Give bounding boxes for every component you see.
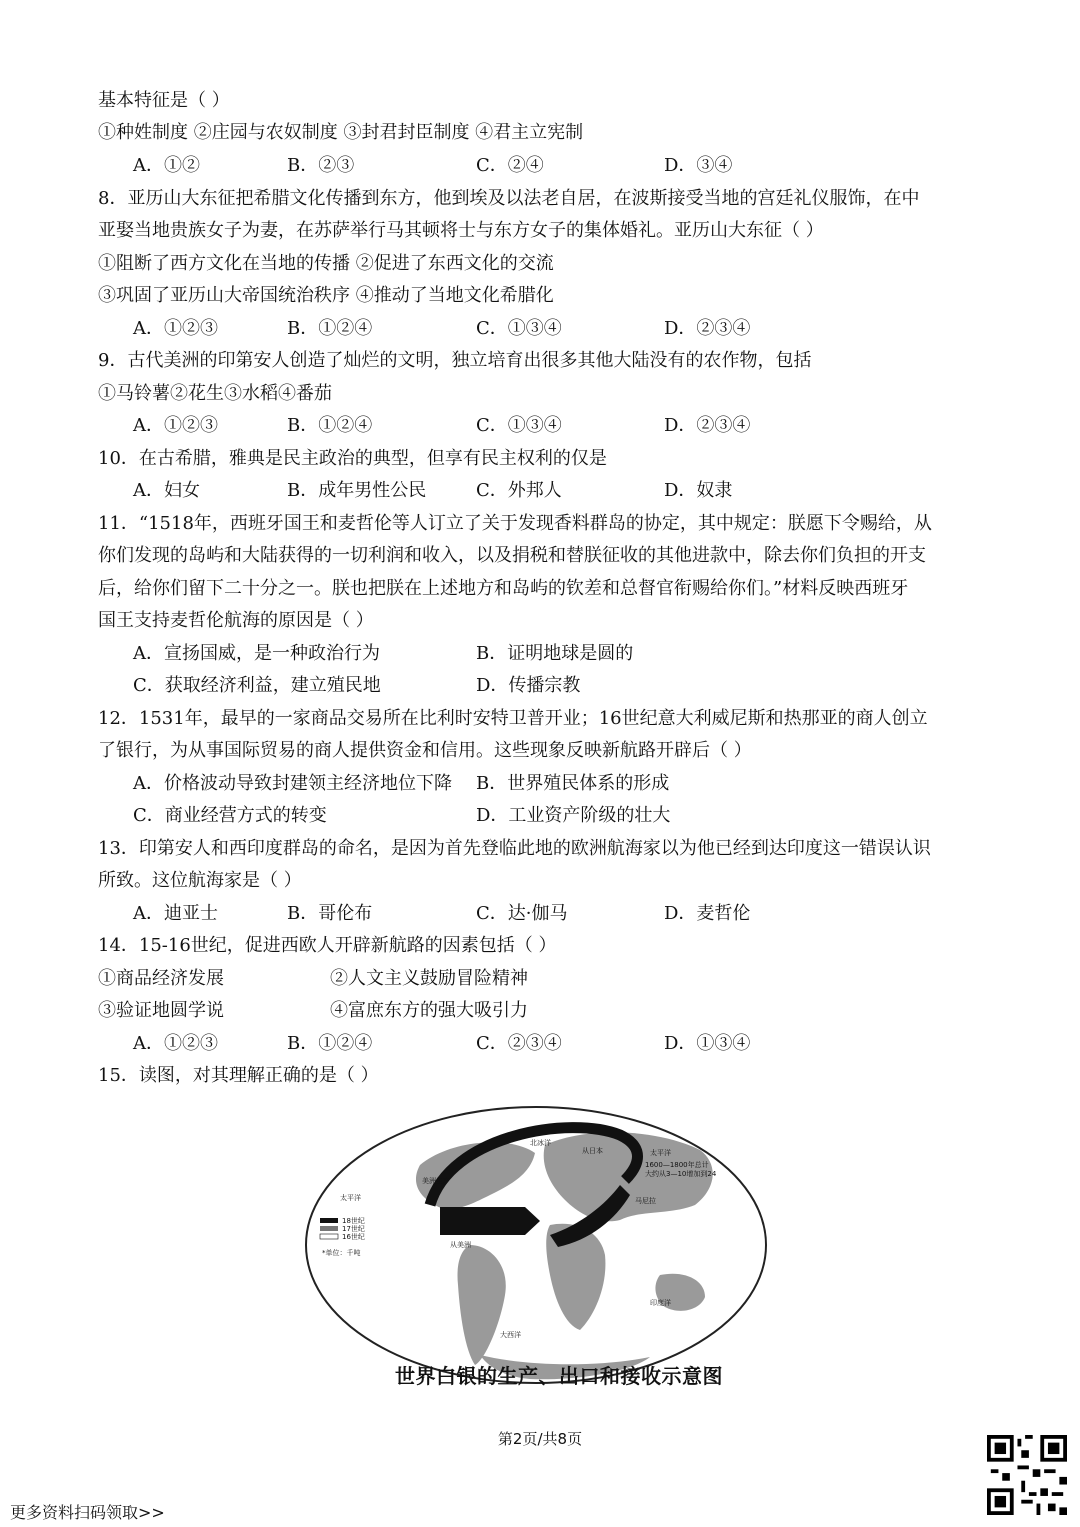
q11-stem-1: 11．“1518年，西班牙国王和麦哲伦等人订立了关于发现香料群岛的协定，其中规定：朕愿下令赐给，从 xyxy=(98,513,932,534)
q9-stem: 9．古代美洲的印第安人创造了灿烂的文明，独立培育出很多其他大陆没有的农作物，包括 xyxy=(98,350,812,371)
map-globe-outline xyxy=(306,1107,766,1383)
q9-option-c[interactable]: C．①③④ xyxy=(476,415,562,436)
q9-option-d[interactable]: D．②③④ xyxy=(664,415,751,436)
q7-option-b[interactable]: B．②③ xyxy=(287,155,355,176)
page-number: 第2页/共8页 xyxy=(497,1430,583,1448)
q13-stem-2: 所致。这位航海家是（ ） xyxy=(98,870,302,891)
q15-stem: 15．读图，对其理解正确的是（ ） xyxy=(98,1065,379,1086)
q14-choice-1: ①商品经济发展 xyxy=(98,968,224,989)
map-caption: 世界白银的生产、出口和接收示意图 xyxy=(395,1364,723,1388)
q8-stem-2: 亚娶当地贵族女子为妻，在苏萨举行马其顿将士与东方女子的集体婚礼。亚历山大东征（ ） xyxy=(98,220,824,241)
q14-option-d[interactable]: D．①③④ xyxy=(664,1033,751,1054)
more-resources-link[interactable]: 更多资料扫码领取>> xyxy=(10,1503,165,1522)
label-pacific-left: 太平洋 xyxy=(340,1194,361,1202)
q8-choices-2: ③巩固了亚历山大帝国统治秩序 ④推动了当地文化希腊化 xyxy=(98,285,554,306)
q10-stem: 10．在古希腊，雅典是民主政治的典型，但享有民主权利的仅是 xyxy=(98,448,607,469)
q11-stem-3: 后，给你们留下二十分之一。朕也把朕在上述地方和岛屿的钦差和总督官衔赐给你们。”材料反映西班牙 xyxy=(98,578,909,599)
q8-option-b[interactable]: B．①②④ xyxy=(287,318,373,339)
q10-option-c[interactable]: C．外邦人 xyxy=(476,480,562,501)
q14-option-c[interactable]: C．②③④ xyxy=(476,1033,562,1054)
q12-stem-1: 12．1531年，最早的一家商品交易所在比利时安特卫普开业；16世纪意大利威尼斯和热那亚的商人创立 xyxy=(98,708,928,729)
q11-option-a[interactable]: A．宣扬国威，是一种政治行为 xyxy=(133,643,380,664)
q12-option-c[interactable]: C．商业经营方式的转变 xyxy=(133,805,327,826)
q11-option-b[interactable]: B．证明地球是圆的 xyxy=(476,643,634,664)
q13-stem-1: 13．印第安人和西印度群岛的命名，是因为首先登临此地的欧洲航海家以为他已经到达印度这一错误认识 xyxy=(98,838,931,859)
label-atlantic: 大西洋 xyxy=(500,1331,521,1339)
legend-17: 17世纪 xyxy=(342,1225,365,1233)
label-note-1600: 1600—1800年总计 xyxy=(645,1161,709,1169)
q7-option-d[interactable]: D．③④ xyxy=(664,155,733,176)
q7-stem-end: 基本特征是（ ） xyxy=(98,90,230,111)
legend-17-swatch xyxy=(320,1226,338,1231)
legend-16-swatch xyxy=(320,1234,338,1239)
q13-option-b[interactable]: B．哥伦布 xyxy=(287,903,373,924)
label-indian: 印度洋 xyxy=(650,1299,671,1307)
q13-option-c[interactable]: C．达·伽马 xyxy=(476,903,568,924)
q12-option-a[interactable]: A．价格波动导致封建领主经济地位下降 xyxy=(133,773,452,794)
q14-choice-4: ④富庶东方的强大吸引力 xyxy=(330,1000,528,1021)
silver-flow-map xyxy=(300,1105,772,1390)
q7-choices: ①种姓制度 ②庄园与农奴制度 ③封君封臣制度 ④君主立宪制 xyxy=(98,122,584,143)
q14-choice-3: ③验证地圆学说 xyxy=(98,1000,224,1021)
q11-option-c[interactable]: C．获取经济利益，建立殖民地 xyxy=(133,675,381,696)
label-manila: 马尼拉 xyxy=(635,1197,656,1205)
q9-choices: ①马铃薯②花生③水稻④番茄 xyxy=(98,383,332,404)
q12-option-d[interactable]: D．工业资产阶级的壮大 xyxy=(476,805,671,826)
label-arctic: 北冰洋 xyxy=(530,1139,551,1147)
label-pacific-right: 太平洋 xyxy=(650,1149,671,1157)
label-note-ratio: 大约从3—10增加到24 xyxy=(645,1170,717,1178)
q13-option-d[interactable]: D．麦哲伦 xyxy=(664,903,751,924)
q10-option-d[interactable]: D．奴隶 xyxy=(664,480,733,501)
q9-option-a[interactable]: A．①②③ xyxy=(133,415,218,436)
q8-stem-1: 8．亚历山大东征把希腊文化传播到东方，他到埃及以法老自居，在波斯接受当地的宫廷礼仪服饰，在中 xyxy=(98,188,920,209)
q8-option-a[interactable]: A．①②③ xyxy=(133,318,218,339)
q7-option-c[interactable]: C．②④ xyxy=(476,155,544,176)
q14-stem: 14．15-16世纪，促进西欧人开辟新航路的因素包括（ ） xyxy=(98,935,557,956)
legend-16: 16世纪 xyxy=(342,1233,365,1241)
q14-option-a[interactable]: A．①②③ xyxy=(133,1033,218,1054)
q9-option-b[interactable]: B．①②④ xyxy=(287,415,373,436)
q11-option-d[interactable]: D．传播宗教 xyxy=(476,675,581,696)
legend-18: 18世纪 xyxy=(342,1217,365,1225)
legend-unit: *单位：千吨 xyxy=(322,1249,361,1257)
q8-option-c[interactable]: C．①③④ xyxy=(476,318,562,339)
label-from-america: 从美洲 xyxy=(450,1241,471,1249)
q14-option-b[interactable]: B．①②④ xyxy=(287,1033,373,1054)
q10-option-a[interactable]: A．妇女 xyxy=(133,480,200,501)
q8-choices-1: ①阻断了西方文化在当地的传播 ②促进了东西文化的交流 xyxy=(98,253,554,274)
label-from-japan: 从日本 xyxy=(582,1147,603,1155)
q8-option-d[interactable]: D．②③④ xyxy=(664,318,751,339)
label-america-origin: 美洲生产 xyxy=(422,1177,450,1185)
legend-18-swatch xyxy=(320,1218,338,1223)
flow-arrow-europe xyxy=(440,1207,540,1235)
qr-code-icon[interactable] xyxy=(987,1435,1067,1515)
q7-option-a[interactable]: A．①② xyxy=(133,155,200,176)
q14-choice-2: ②人文主义鼓励冒险精神 xyxy=(330,968,528,989)
q10-option-b[interactable]: B．成年男性公民 xyxy=(287,480,427,501)
q13-option-a[interactable]: A．迪亚士 xyxy=(133,903,218,924)
q11-stem-2: 你们发现的岛屿和大陆获得的一切利润和收入，以及捐税和替朕征收的其他进款中，除去你们负担的开支 xyxy=(98,545,926,566)
q12-option-b[interactable]: B．世界殖民体系的形成 xyxy=(476,773,670,794)
q11-stem-4: 国王支持麦哲伦航海的原因是（ ） xyxy=(98,610,374,631)
q12-stem-2: 了银行，为从事国际贸易的商人提供资金和信用。这些现象反映新航路开辟后（ ） xyxy=(98,740,752,761)
